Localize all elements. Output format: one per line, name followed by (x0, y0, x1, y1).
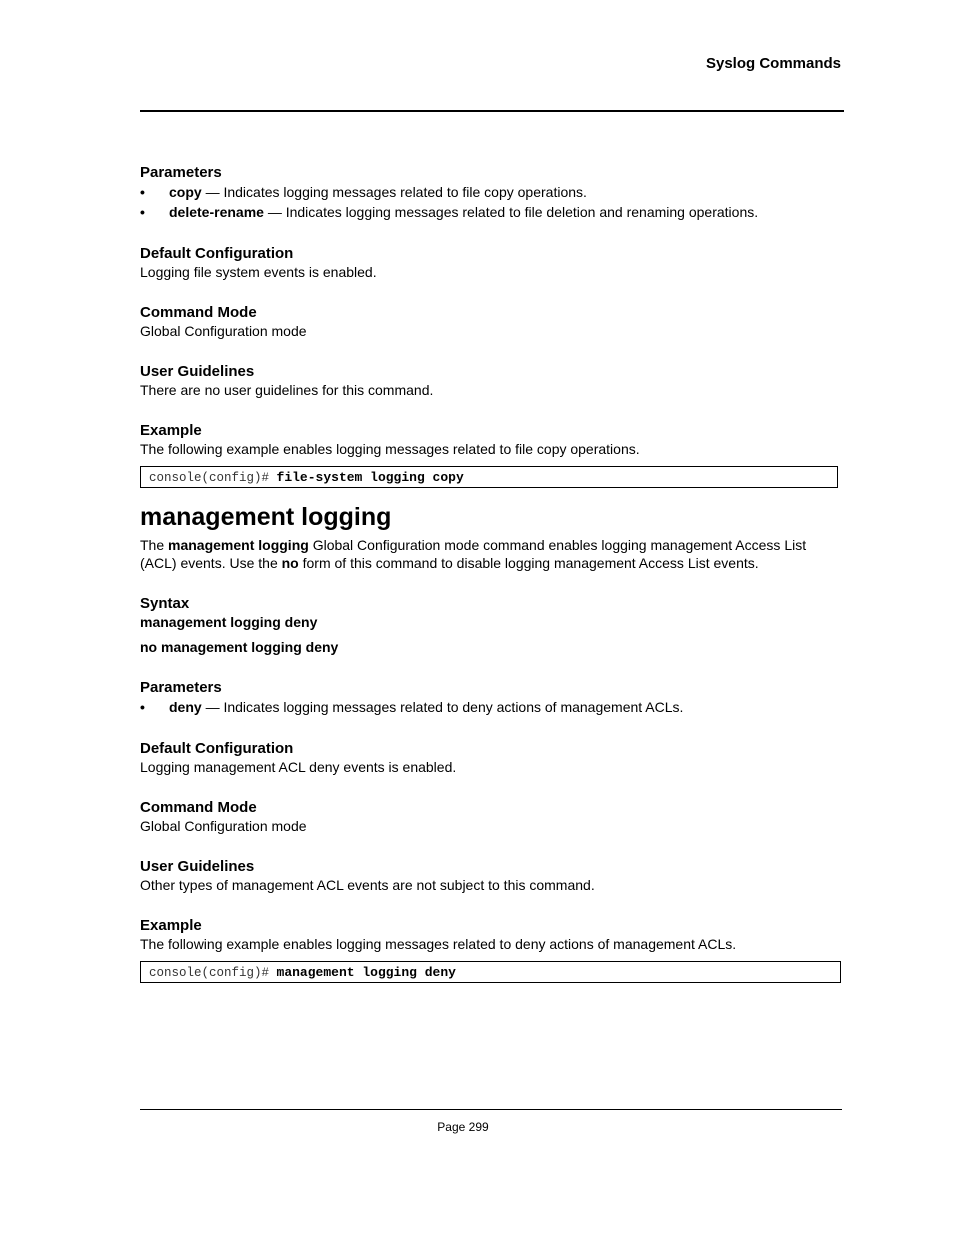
param-term: deny (169, 699, 202, 715)
param-desc: — Indicates logging messages related to file copy operations. (201, 184, 587, 200)
user-guidelines-section-1 (140, 362, 842, 399)
parameters-section-1 (140, 163, 842, 222)
command-mode-text: Global Configuration mode (140, 323, 307, 339)
command-mode-text: Global Configuration mode (140, 818, 307, 834)
syntax-line: management logging deny (140, 614, 318, 630)
command-mode-section-2 (140, 798, 842, 835)
code-example (140, 466, 838, 488)
list-item (140, 182, 842, 202)
example-heading: Example (140, 917, 202, 934)
footer-rule (140, 1109, 842, 1110)
default-config-heading: Default Configuration (140, 245, 294, 262)
code-prompt: console(config)# (149, 966, 277, 980)
default-config-text: Logging management ACL deny events is enabled. (140, 759, 457, 775)
param-term: copy (169, 184, 202, 200)
syntax-heading: Syntax (140, 595, 190, 612)
parameters-heading: Parameters (140, 679, 222, 696)
user-guidelines-section-2 (140, 857, 842, 894)
command-intro (140, 536, 842, 572)
list-item (140, 202, 842, 222)
bullet-icon: • (140, 699, 145, 715)
parameters-heading: Parameters (140, 164, 222, 181)
code-command: management logging deny (276, 965, 456, 980)
user-guidelines-text: There are no user guidelines for this command. (140, 382, 434, 398)
example-text: The following example enables logging messages related to deny actions of management ACLs. (140, 936, 737, 952)
intro-part: The (140, 537, 169, 553)
page-content (140, 163, 842, 983)
example-text: The following example enables logging messages related to file copy operations. (140, 441, 640, 457)
command-mode-section-1 (140, 303, 842, 340)
code-prompt: console(config)# (149, 471, 277, 485)
syntax-line: no management logging deny (140, 639, 339, 655)
running-header: Syslog Commands (705, 55, 841, 72)
code-command: file-system logging copy (276, 470, 464, 485)
parameters-list (140, 182, 842, 222)
example-section-1 (140, 421, 842, 488)
user-guidelines-heading: User Guidelines (140, 858, 255, 875)
user-guidelines-heading: User Guidelines (140, 363, 255, 380)
param-desc: — Indicates logging messages related to deny actions of management ACLs. (201, 699, 684, 715)
parameters-list (140, 697, 842, 717)
intro-bold: management logging (168, 537, 309, 553)
param-term: delete-rename (169, 204, 264, 220)
intro-bold: no (281, 555, 299, 571)
command-mode-heading: Command Mode (140, 304, 257, 321)
bullet-icon: • (140, 204, 145, 220)
header-rule (140, 110, 844, 112)
parameters-section-2 (140, 678, 842, 717)
default-config-section-1 (140, 244, 842, 281)
default-config-section-2 (140, 739, 842, 776)
intro-part: form of this command to disable logging management Access List events. (298, 555, 759, 571)
intro-text (140, 536, 842, 572)
example-section-2 (140, 916, 842, 983)
default-config-text: Logging file system events is enabled. (140, 264, 377, 280)
syntax-section (140, 594, 842, 656)
code-example (140, 961, 841, 983)
default-config-heading: Default Configuration (140, 740, 294, 757)
example-heading: Example (140, 422, 202, 439)
command-mode-heading: Command Mode (140, 799, 257, 816)
bullet-icon: • (140, 184, 145, 200)
page-number: Page 299 (437, 1120, 489, 1134)
list-item (140, 697, 842, 717)
user-guidelines-text: Other types of management ACL events are not subject to this command. (140, 877, 595, 893)
intro-part: Global Configuration mode command enables logging management Access List (ACL) events. Use the (140, 537, 807, 571)
command-title: management logging (140, 503, 392, 531)
param-desc: — Indicates logging messages related to file deletion and renaming operations. (263, 204, 759, 220)
